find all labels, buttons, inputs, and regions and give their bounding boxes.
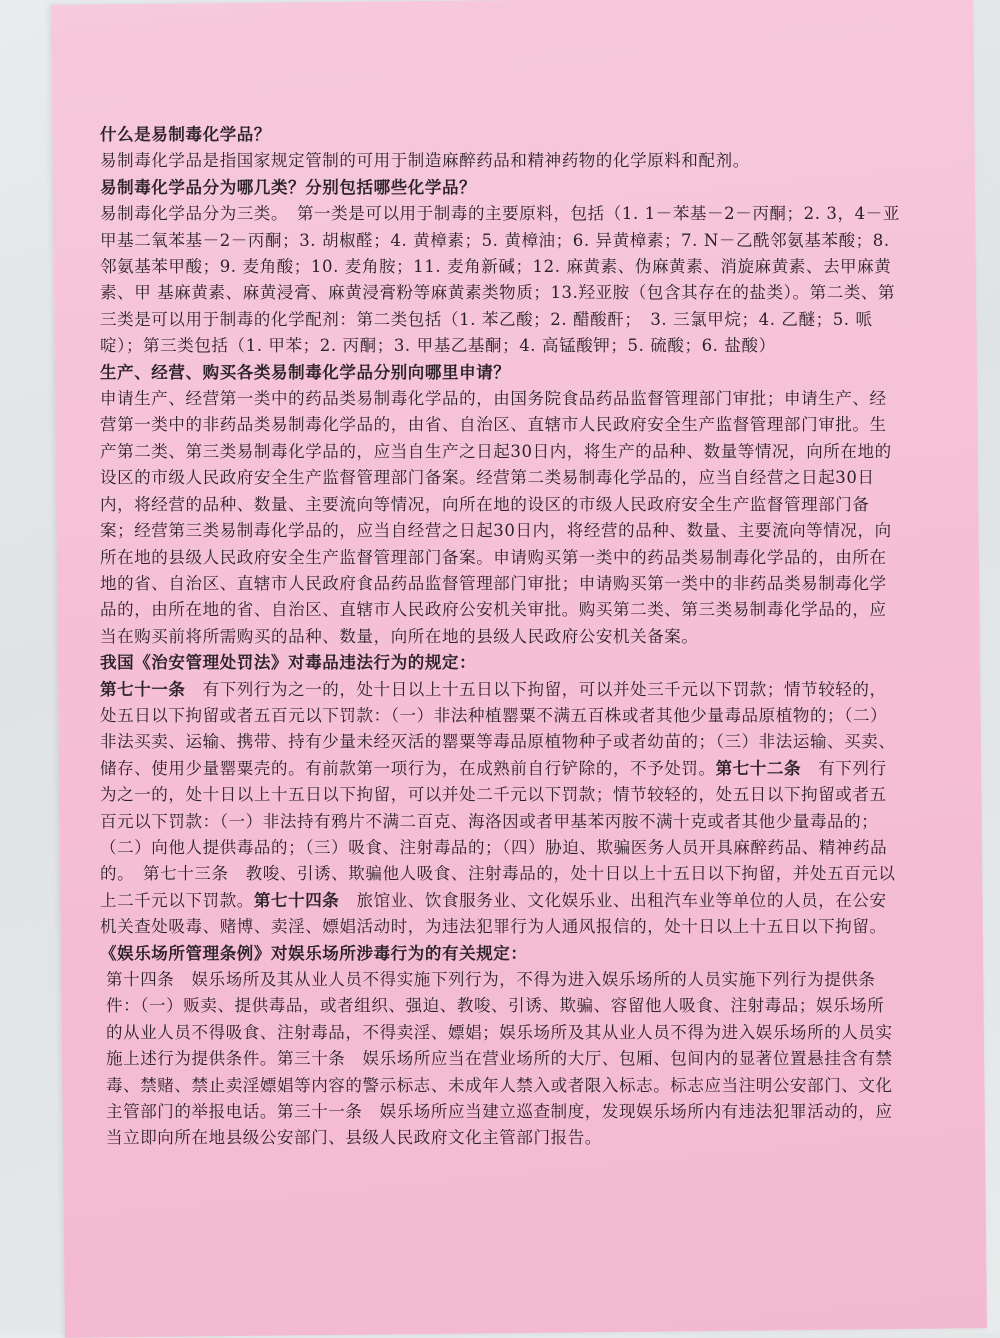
heading-public-security-law: 我国《治安管理处罚法》对毒品违法行为的规定： [100,653,477,673]
article-71-text: 有下列行为之一的，处十日以上十五日以下拘留，可以并处三千元以下罚款；情节较轻的，处五日以下拘留或者五百元以下罚款：（一）非法种植罂粟不满五百株或者其他少量毒品原植物的；（二）非法买卖、运输、携带、持有少量未经灭活的罂粟等毒品原植物种子或者幼苗的；（三）非法运输、买卖、储存、使用少量罂粟壳的。有前款第一项行为，在成熟前自行铲除的，不予处罚。 [100,679,896,778]
article-71-label: 第七十一条 [100,679,186,699]
article-72-label: 第七十二条 [715,758,802,778]
article-72-text: 有下列行为之一的，处十日以上十五日以下拘留，可以并处二千元以下罚款；情节较轻的，处五日以下拘留或者五百元以下罚款：（一）非法持有鸦片不满二百克、海洛因或者甲基苯丙胺不满十克或者其他少量毒品的；（二）向他人提供毒品的；（三）吸食、注射毒品的；（四）胁迫、欺骗医务人员开具麻醉药品、精神药品的。 第七十三条 教唆、引诱、欺骗他人吸食、注射毒品的，处十日以上十五日以下拘留，并处五百元以上二千元以下罚款。 [100,758,896,910]
paragraph-categories: 易制毒化学品分为三类。 第一类是可以用于制毒的主要原料，包括（1. 1－苯基－2－丙酮；2. 3，4－亚甲基二氧苯基－2－丙酮；3. 胡椒醛；4. 黄樟素；5. 黄樟油；6. 异黄樟素；7. N－乙酰邻氨基苯酸；8. 邻氨基苯甲酸；9. 麦角酸；10. 麦角胺；11. 麦角新碱；12. 麻黄素、伪麻黄素、消旋麻黄素、去甲麻黄素、甲 基麻黄素、麻黄浸膏、麻黄浸膏粉等麻黄素类物质；13.羟亚胺（包含其存在的盐类）。第二类、第三类是可以用于制毒的化学配剂：第二类包括（1. 苯乙酸；2. 醋酸酐； 3. 三氯甲烷；4. 乙醚；5. 哌啶）；第三类包括（1. 甲苯；2. 丙酮；3. 甲基乙基酮；4. 高锰酸钾；5. 硫酸；6. 盐酸） [100,204,900,356]
heading-what-is: 什么是易制毒化学品？ [100,125,271,144]
heading-entertainment-regulations: 《娱乐场所管理条例》对娱乐场所涉毒行为的有关规定： [100,943,528,963]
paragraph-law-articles [100,677,900,941]
article-74-label: 第七十四条 [253,890,340,910]
paragraph-entertainment-regulations: 第十四条 娱乐场所及其从业人员不得实施下列行为，不得为进入娱乐场所的人员实施下列行为提供条件：（一）贩卖、提供毒品，或者组织、强迫、教唆、引诱、欺骗、容留他人吸食、注射毒品；娱乐场所的从业人员不得吸食、注射毒品，不得卖淫、嫖娼；娱乐场所及其从业人员不得为进入娱乐场所的人员实施上述行为提供条件。第三十条 娱乐场所应当在营业场所的大厅、包厢、包间内的显著位置悬挂含有禁毒、禁赌、禁止卖淫嫖娼等内容的警示标志、未成年人禁入或者限入标志。标志应当注明公安部门、文化主管部门的举报电话。第三十一条 娱乐场所应当建立巡查制度，发现娱乐场所内有违法犯罪活动的，应当立即向所在地县级公安部门、县级人民政府文化主管部门报告。 [106,970,893,1148]
article-74-text: 旅馆业、饮食服务业、文化娱乐业、出租汽车业等单位的人员，在公安机关查处吸毒、赌博、卖淫、嫖娼活动时，为违法犯罪行为人通风报信的，处十日以上十五日以下拘留。 [100,890,887,937]
document-text [100,122,900,1152]
paragraph-definition: 易制毒化学品是指国家规定管制的可用于制造麻醉药品和精神药物的化学原料和配剂。 [100,151,750,171]
heading-categories: 易制毒化学品分为哪几类？分别包括哪些化学品？ [100,177,477,197]
heading-applications: 生产、经营、购买各类易制毒化学品分别向哪里申请？ [100,362,511,382]
paragraph-applications: 申请生产、经营第一类中的药品类易制毒化学品的，由国务院食品药品监督管理部门审批；申请生产、经营第一类中的非药品类易制毒化学品的，由省、自治区、直辖市人民政府安全生产监督管理部门审批。生产第二类、第三类易制毒化学品的，应当自生产之日起30日内，将生产的品种、数量等情况，向所在地的设区的市级人民政府安全生产监督管理部门备案。经营第二类易制毒化学品的，应当自经营之日起30日内，将经营的品种、数量、主要流向等情况，向所在地的设区的市级人民政府安全生产监督管理部门备案；经营第三类易制毒化学品的，应当自经营之日起30日内，将经营的品种、数量、主要流向等情况，向所在地的县级人民政府安全生产监督管理部门备案。申请购买第一类中的药品类易制毒化学品的，由所在地的省、自治区、直辖市人民政府食品药品监督管理部门审批；申请购买第一类中的非药品类易制毒化学品的，由所在地的省、自治区、直辖市人民政府公安机关审批。购买第二类、第三类易制毒化学品的，应当在购买前将所需购买的品种、数量，向所在地的县级人民政府公安机关备案。 [100,389,892,646]
